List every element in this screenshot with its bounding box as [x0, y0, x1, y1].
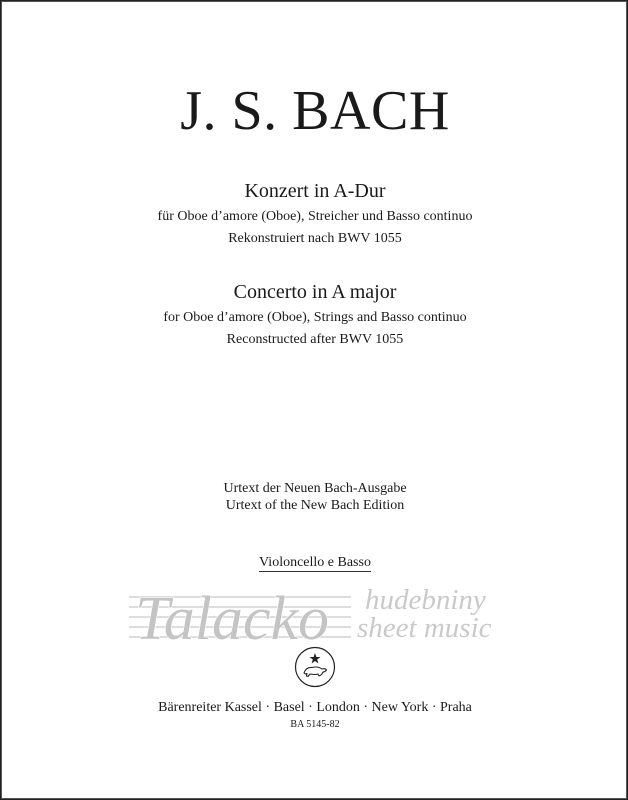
title-german: Konzert in A-Dur	[244, 180, 386, 202]
talacko-watermark	[129, 565, 509, 655]
reconstruction-note-german: Rekonstruiert nach BWV 1055	[228, 231, 402, 246]
watermark-line-2: sheet music	[357, 612, 492, 644]
urtext-german: Urtext der Neuen Bach-Ausgabe	[223, 481, 407, 496]
reconstruction-note-english: Reconstructed after BWV 1055	[226, 332, 404, 347]
watermark-brand: Talacko	[135, 585, 330, 653]
watermark-line-1: hudebniny	[365, 584, 486, 616]
baerenreiter-bear-logo-icon	[294, 646, 336, 688]
scoring-german: für Oboe d’amore (Oboe), Streicher und Basso continuo	[157, 209, 473, 224]
part-name-label: Violoncello e Basso	[259, 555, 371, 570]
scoring-english: for Oboe d’amore (Oboe), Strings and Basso continuo	[163, 310, 467, 325]
urtext-english: Urtext of the New Bach Edition	[225, 498, 405, 513]
publisher-line: Bärenreiter Kassel · Basel · London · New York · Praha	[158, 700, 472, 715]
catalog-number: BA 5145-82	[290, 719, 340, 730]
title-english: Concerto in A major	[233, 281, 397, 303]
composer-name: J. S. BACH	[180, 80, 450, 142]
